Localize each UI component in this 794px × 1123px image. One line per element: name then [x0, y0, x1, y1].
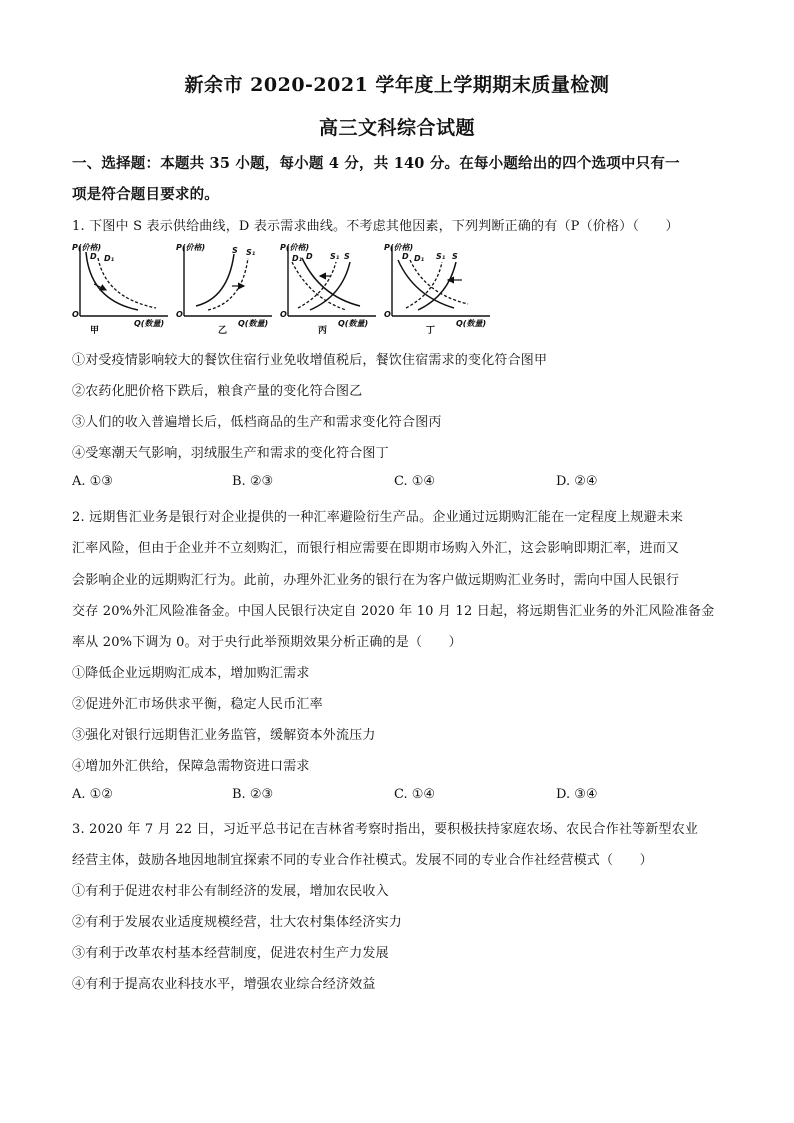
curve-d1 [98, 258, 156, 308]
graph-ding [384, 240, 502, 336]
q1-statement-3: ③人们的收入普遍增长后，低档商品的生产和需求变化符合图丙 [72, 415, 442, 430]
curve-s [196, 254, 234, 306]
graph-caption: 丙 [318, 326, 328, 336]
curve-d [302, 258, 360, 306]
graph-caption: 甲 [90, 326, 100, 336]
q1-stem: 1. 下图中 S 表示供给曲线，D 表示需求曲线。不考虑其他因素，下列判断正确的有（P（价格）（ ） [72, 219, 679, 234]
q3-statement-3: ③有利于改革农村基本经营制度，促进农村生产力发展 [72, 946, 389, 961]
curve-label: D₁ [292, 254, 303, 263]
x-axis-label: Q(数量) [456, 319, 487, 328]
curve-label: D [402, 252, 409, 261]
y-axis-label: P(价格) [176, 243, 206, 252]
section-heading-line-2: 项是符合题目要求的。 [72, 186, 219, 203]
q2-statement-3: ③强化对银行远期售汇业务监管，缓解资本外流压力 [72, 728, 376, 743]
origin-label: O [280, 310, 287, 319]
curve-label: S [232, 246, 238, 255]
exam-subtitle: 高三文科综合试题 [318, 117, 475, 139]
curve-label: S₁ [246, 248, 256, 257]
graph-bing [280, 240, 380, 336]
option-a[interactable]: A. ①② [72, 787, 113, 802]
y-axis-label: P(价格) [72, 243, 102, 252]
option-c[interactable]: C. ①④ [394, 474, 436, 489]
q1-statement-1: ①对受疫情影响较大的餐饮住宿行业免收增值税后，餐饮住宿需求的变化符合图甲 [72, 353, 548, 368]
curve-d1 [292, 262, 346, 310]
q3-statement-1: ①有利于促进农村非公有制经济的发展，增加农民收入 [72, 884, 389, 899]
q2-stem-line-4: 交存 20%外汇风险准备金。中国人民银行决定自 2020 年 10 月 12 日起，将远期售汇业务的外汇风险准备金 [72, 604, 715, 619]
origin-label: O [72, 310, 79, 319]
x-axis-label: Q(数量) [238, 319, 269, 328]
curve-label: S₁ [436, 252, 446, 261]
curve-d [398, 260, 454, 308]
q2-statement-4: ④增加外汇供给，保障急需物资进口需求 [72, 759, 310, 774]
curve-label: S [452, 252, 458, 261]
curve-label: D₁ [104, 254, 115, 263]
option-b[interactable]: B. ②③ [232, 787, 274, 802]
q2-statement-2: ②促进外汇市场供求平衡，稳定人民币汇率 [72, 697, 323, 712]
option-b[interactable]: B. ②③ [232, 474, 274, 489]
option-a[interactable]: A. ①③ [72, 474, 113, 489]
curve-s1 [208, 258, 248, 310]
graph-caption: 丁 [426, 326, 436, 336]
q3-stem-line-1: 3. 2020 年 7 月 22 日，习近平总书记在吉林省考察时指出，要积极扶持家庭农场、农民合作社等新型农业 [72, 822, 699, 837]
graph-jia [72, 240, 172, 336]
q2-statement-1: ①降低企业远期购汇成本，增加购汇需求 [72, 666, 310, 681]
q2-stem-line-2: 汇率风险，但由于企业并不立刻购汇，而银行相应需要在即期市场购入外汇，这会影响即期汇率，进而又 [72, 541, 680, 556]
origin-label: O [176, 310, 183, 319]
curve-label: S₁ [330, 252, 340, 261]
q2-stem-line-5: 率从 20%下调为 0。对于央行此举预期效果分析正确的是（ ） [72, 635, 462, 650]
q1-statement-4: ④受寒潮天气影响，羽绒服生产和需求的变化符合图丁 [72, 446, 389, 461]
option-d[interactable]: D. ②④ [556, 474, 598, 489]
x-axis-label: Q(数量) [134, 319, 165, 328]
curve-d1 [410, 260, 468, 304]
y-axis-label: P(价格) [280, 243, 310, 252]
section-heading-line-1: 一、选择题：本题共 35 小题，每小题 4 分，共 140 分。在每小题给出的四个选项中只有一 [72, 155, 680, 172]
curve-s1 [298, 262, 336, 308]
curve-label: S [344, 252, 350, 261]
q2-stem-line-3: 会影响企业的远期购汇行为。此前，办理外汇业务的银行在为客户做远期购汇业务时，需向中国人民银行 [72, 573, 680, 588]
q3-statement-4: ④有利于提高农业科技水平，增强农业综合经济效益 [72, 977, 376, 992]
option-d[interactable]: D. ③④ [556, 787, 598, 802]
curve-label: D₁ [414, 254, 425, 263]
x-axis-label: Q(数量) [338, 319, 369, 328]
option-c[interactable]: C. ①④ [394, 787, 436, 802]
curve-label: D [306, 252, 313, 261]
graph-caption: 乙 [218, 326, 228, 336]
q3-stem-line-2: 经营主体，鼓励各地因地制宜探索不同的专业合作社模式。发展不同的专业合作社经营模式（ ） [72, 853, 653, 868]
q1-statement-2: ②农药化肥价格下跌后，粮食产量的变化符合图乙 [72, 384, 363, 399]
y-axis-label: P(价格) [384, 243, 414, 252]
q1-graphs [72, 240, 502, 336]
curve-s [418, 262, 456, 310]
q2-stem-line-1: 2. 远期售汇业务是银行对企业提供的一种汇率避险衍生产品。企业通过远期购汇能在一定程度上规避未来 [72, 510, 684, 525]
exam-title: 新余市 2020-2021 学年度上学期期末质量检测 [184, 74, 610, 96]
graph-yi [176, 240, 276, 336]
curve-label: D [90, 252, 97, 261]
origin-label: O [384, 310, 391, 319]
q3-statement-2: ②有利于发展农业适度规模经营，壮大农村集体经济实力 [72, 915, 403, 930]
